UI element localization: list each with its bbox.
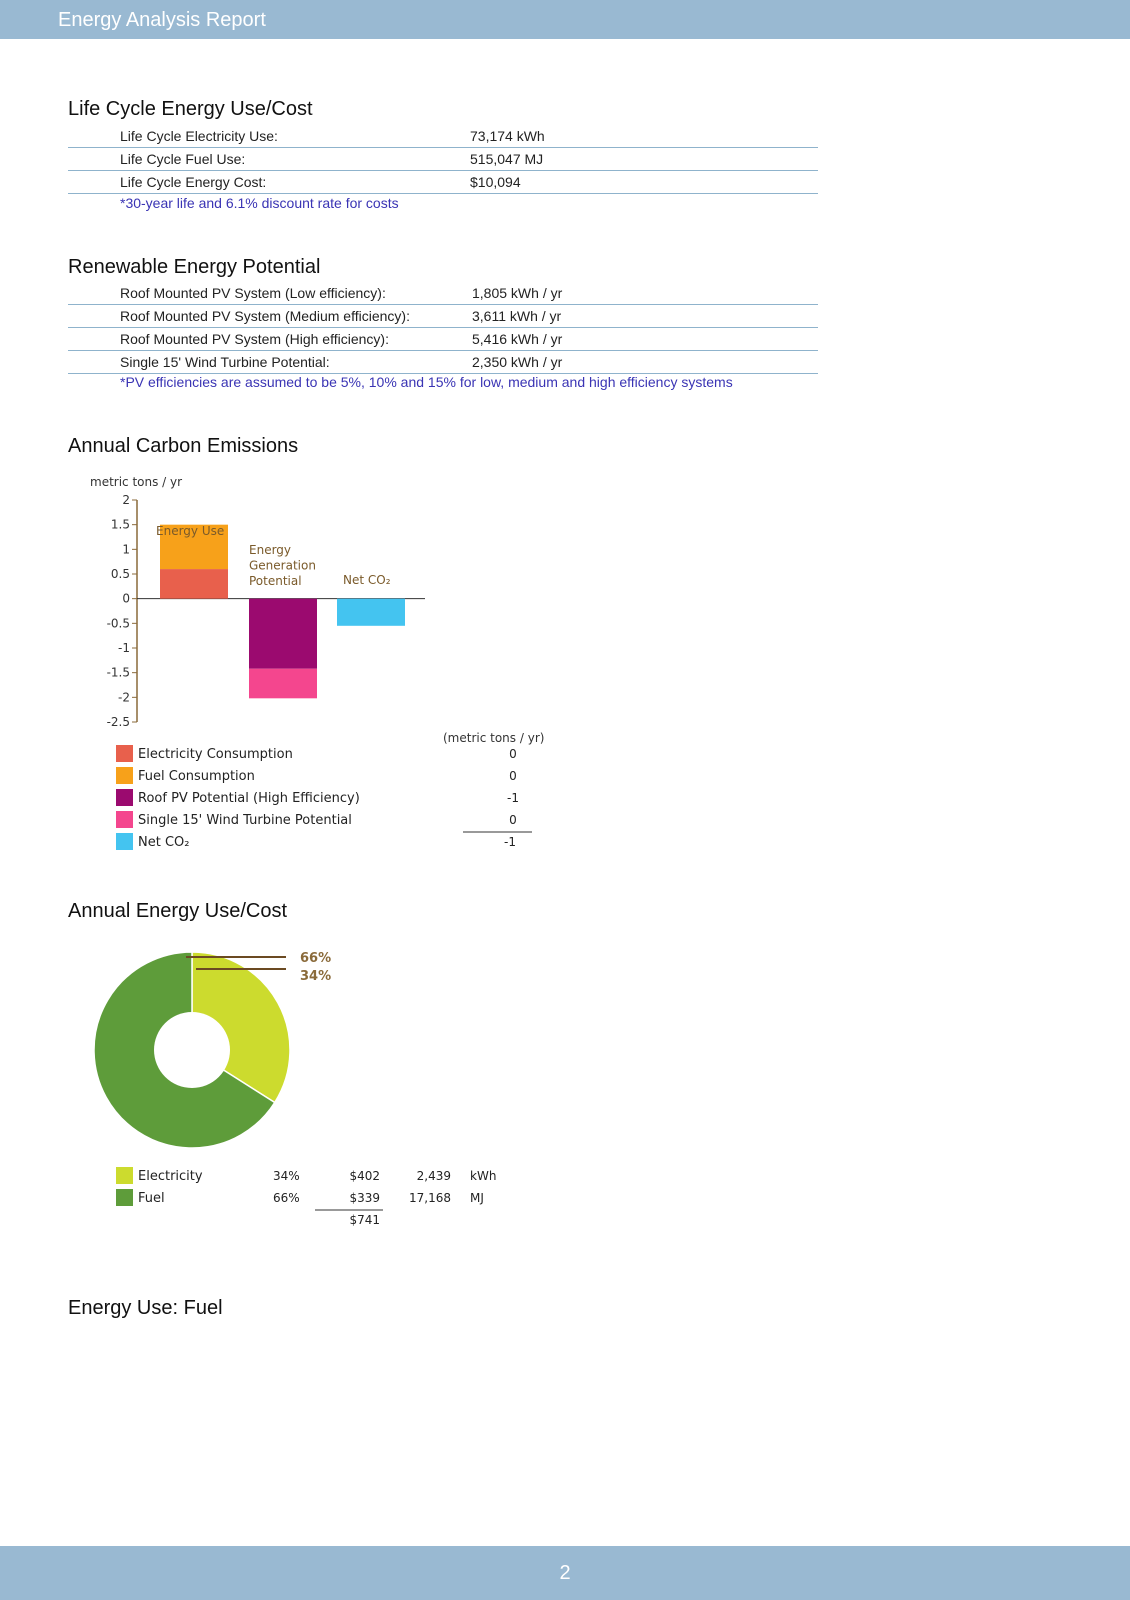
annual-title: Annual Energy Use/Cost bbox=[68, 900, 288, 922]
legend-label: Single 15' Wind Turbine Potential bbox=[138, 813, 352, 828]
category-label: Energy Generation Potential bbox=[249, 543, 316, 588]
legend-swatch bbox=[116, 1167, 133, 1184]
legend-label: Electricity Consumption bbox=[138, 747, 293, 762]
page-number: 2 bbox=[559, 1562, 571, 1584]
row-label: Single 15' Wind Turbine Potential: bbox=[120, 354, 330, 370]
legend-item bbox=[116, 1167, 496, 1184]
footer-bar bbox=[0, 1546, 1130, 1600]
row-value: 2,350 kWh / yr bbox=[472, 354, 563, 370]
legend-item bbox=[116, 1189, 484, 1206]
legend-swatch bbox=[116, 1189, 133, 1206]
legend-total-cost: $741 bbox=[349, 1213, 380, 1227]
table-row bbox=[68, 125, 818, 148]
legend-cost: $402 bbox=[349, 1169, 380, 1183]
legend-label: Net CO₂ bbox=[138, 835, 190, 850]
row-value: 73,174 kWh bbox=[470, 128, 545, 144]
legend-label: Roof PV Potential (High Efficiency) bbox=[138, 791, 360, 806]
legend-value: -1 bbox=[504, 835, 516, 849]
table-row bbox=[68, 171, 818, 194]
slice-label-fuel: 66% bbox=[300, 951, 332, 966]
row-value: 5,416 kWh / yr bbox=[472, 331, 563, 347]
row-value: 515,047 MJ bbox=[470, 151, 544, 167]
header-bar bbox=[0, 0, 1130, 39]
legend-swatch bbox=[116, 811, 133, 828]
y-tick-label: -2 bbox=[118, 690, 130, 705]
legend-label: Electricity bbox=[138, 1169, 203, 1184]
row-label: Roof Mounted PV System (High efficiency): bbox=[120, 331, 389, 347]
y-tick-label: 1.5 bbox=[110, 517, 130, 532]
row-label: Life Cycle Electricity Use: bbox=[120, 128, 278, 144]
legend-amount: 17,168 bbox=[409, 1191, 451, 1205]
legend-unit: MJ bbox=[470, 1191, 484, 1205]
table-row bbox=[68, 305, 818, 328]
y-tick-label: -2.5 bbox=[106, 715, 130, 729]
row-value: 1,805 kWh / yr bbox=[472, 285, 563, 301]
legend-value: 0 bbox=[509, 769, 517, 783]
legend-amount: 2,439 bbox=[416, 1169, 451, 1183]
legend-item bbox=[116, 745, 517, 762]
y-tick-label: 0.5 bbox=[110, 567, 130, 581]
y-axis-label: metric tons / yr bbox=[90, 475, 183, 489]
slice-label-electricity: 34% bbox=[300, 969, 332, 984]
donut-hole bbox=[154, 1012, 230, 1088]
y-tick-label: -1 bbox=[118, 641, 130, 655]
y-tick-label: 1 bbox=[122, 542, 130, 557]
legend-swatch bbox=[116, 767, 133, 784]
bar-segment bbox=[249, 669, 317, 699]
legend-pct: 66% bbox=[273, 1191, 300, 1205]
category-label: Energy Use bbox=[156, 524, 225, 538]
renewable-table bbox=[68, 282, 818, 374]
report-title: Energy Analysis Report bbox=[58, 9, 266, 31]
legend-pct: 34% bbox=[273, 1169, 300, 1183]
legend-swatch bbox=[116, 789, 133, 806]
y-tick-label: -0.5 bbox=[106, 616, 130, 631]
table-row bbox=[68, 328, 818, 351]
bar-segment bbox=[160, 569, 228, 599]
legend-swatch bbox=[116, 745, 133, 762]
y-tick-label: -1.5 bbox=[106, 665, 130, 680]
legend-item bbox=[116, 811, 517, 828]
table-row bbox=[68, 148, 818, 171]
table-row bbox=[68, 351, 818, 374]
row-label: Life Cycle Energy Cost: bbox=[120, 174, 267, 190]
category-label: Net CO₂ bbox=[343, 573, 391, 587]
renewable-title: Renewable Energy Potential bbox=[68, 256, 321, 278]
row-value: $10,094 bbox=[470, 174, 521, 190]
bar-segment bbox=[249, 599, 317, 669]
energy-pie-chart bbox=[0, 935, 600, 1235]
legend-value: 0 bbox=[509, 813, 517, 827]
legend-unit: (metric tons / yr) bbox=[443, 731, 545, 745]
carbon-chart bbox=[0, 465, 600, 860]
lifecycle-note: *30-year life and 6.1% discount rate for costs bbox=[120, 195, 399, 211]
legend-swatch bbox=[116, 833, 133, 850]
row-label: Roof Mounted PV System (Medium efficiency): bbox=[120, 308, 410, 324]
legend-label: Fuel Consumption bbox=[138, 769, 255, 784]
legend-label: Fuel bbox=[138, 1191, 165, 1206]
row-value: 3,611 kWh / yr bbox=[472, 308, 562, 324]
table-row bbox=[68, 282, 818, 305]
lifecycle-table bbox=[68, 125, 818, 194]
renewable-note: *PV efficiencies are assumed to be 5%, 10% and 15% for low, medium and high efficiency systems bbox=[120, 374, 733, 390]
legend-unit: kWh bbox=[470, 1169, 497, 1183]
row-label: Life Cycle Fuel Use: bbox=[120, 151, 246, 167]
legend-item bbox=[116, 833, 516, 850]
legend-cost: $339 bbox=[349, 1191, 380, 1205]
lifecycle-title: Life Cycle Energy Use/Cost bbox=[68, 98, 313, 120]
y-tick-label: 0 bbox=[122, 591, 130, 606]
carbon-title: Annual Carbon Emissions bbox=[68, 435, 299, 457]
fuel-section-title: Energy Use: Fuel bbox=[68, 1297, 223, 1319]
legend-value: -1 bbox=[507, 791, 519, 805]
legend-value: 0 bbox=[509, 747, 517, 761]
legend-item bbox=[116, 789, 519, 806]
legend-item bbox=[116, 767, 517, 784]
y-tick-label: 2 bbox=[122, 493, 130, 507]
bar-segment bbox=[337, 599, 405, 626]
row-label: Roof Mounted PV System (Low efficiency): bbox=[120, 285, 386, 301]
